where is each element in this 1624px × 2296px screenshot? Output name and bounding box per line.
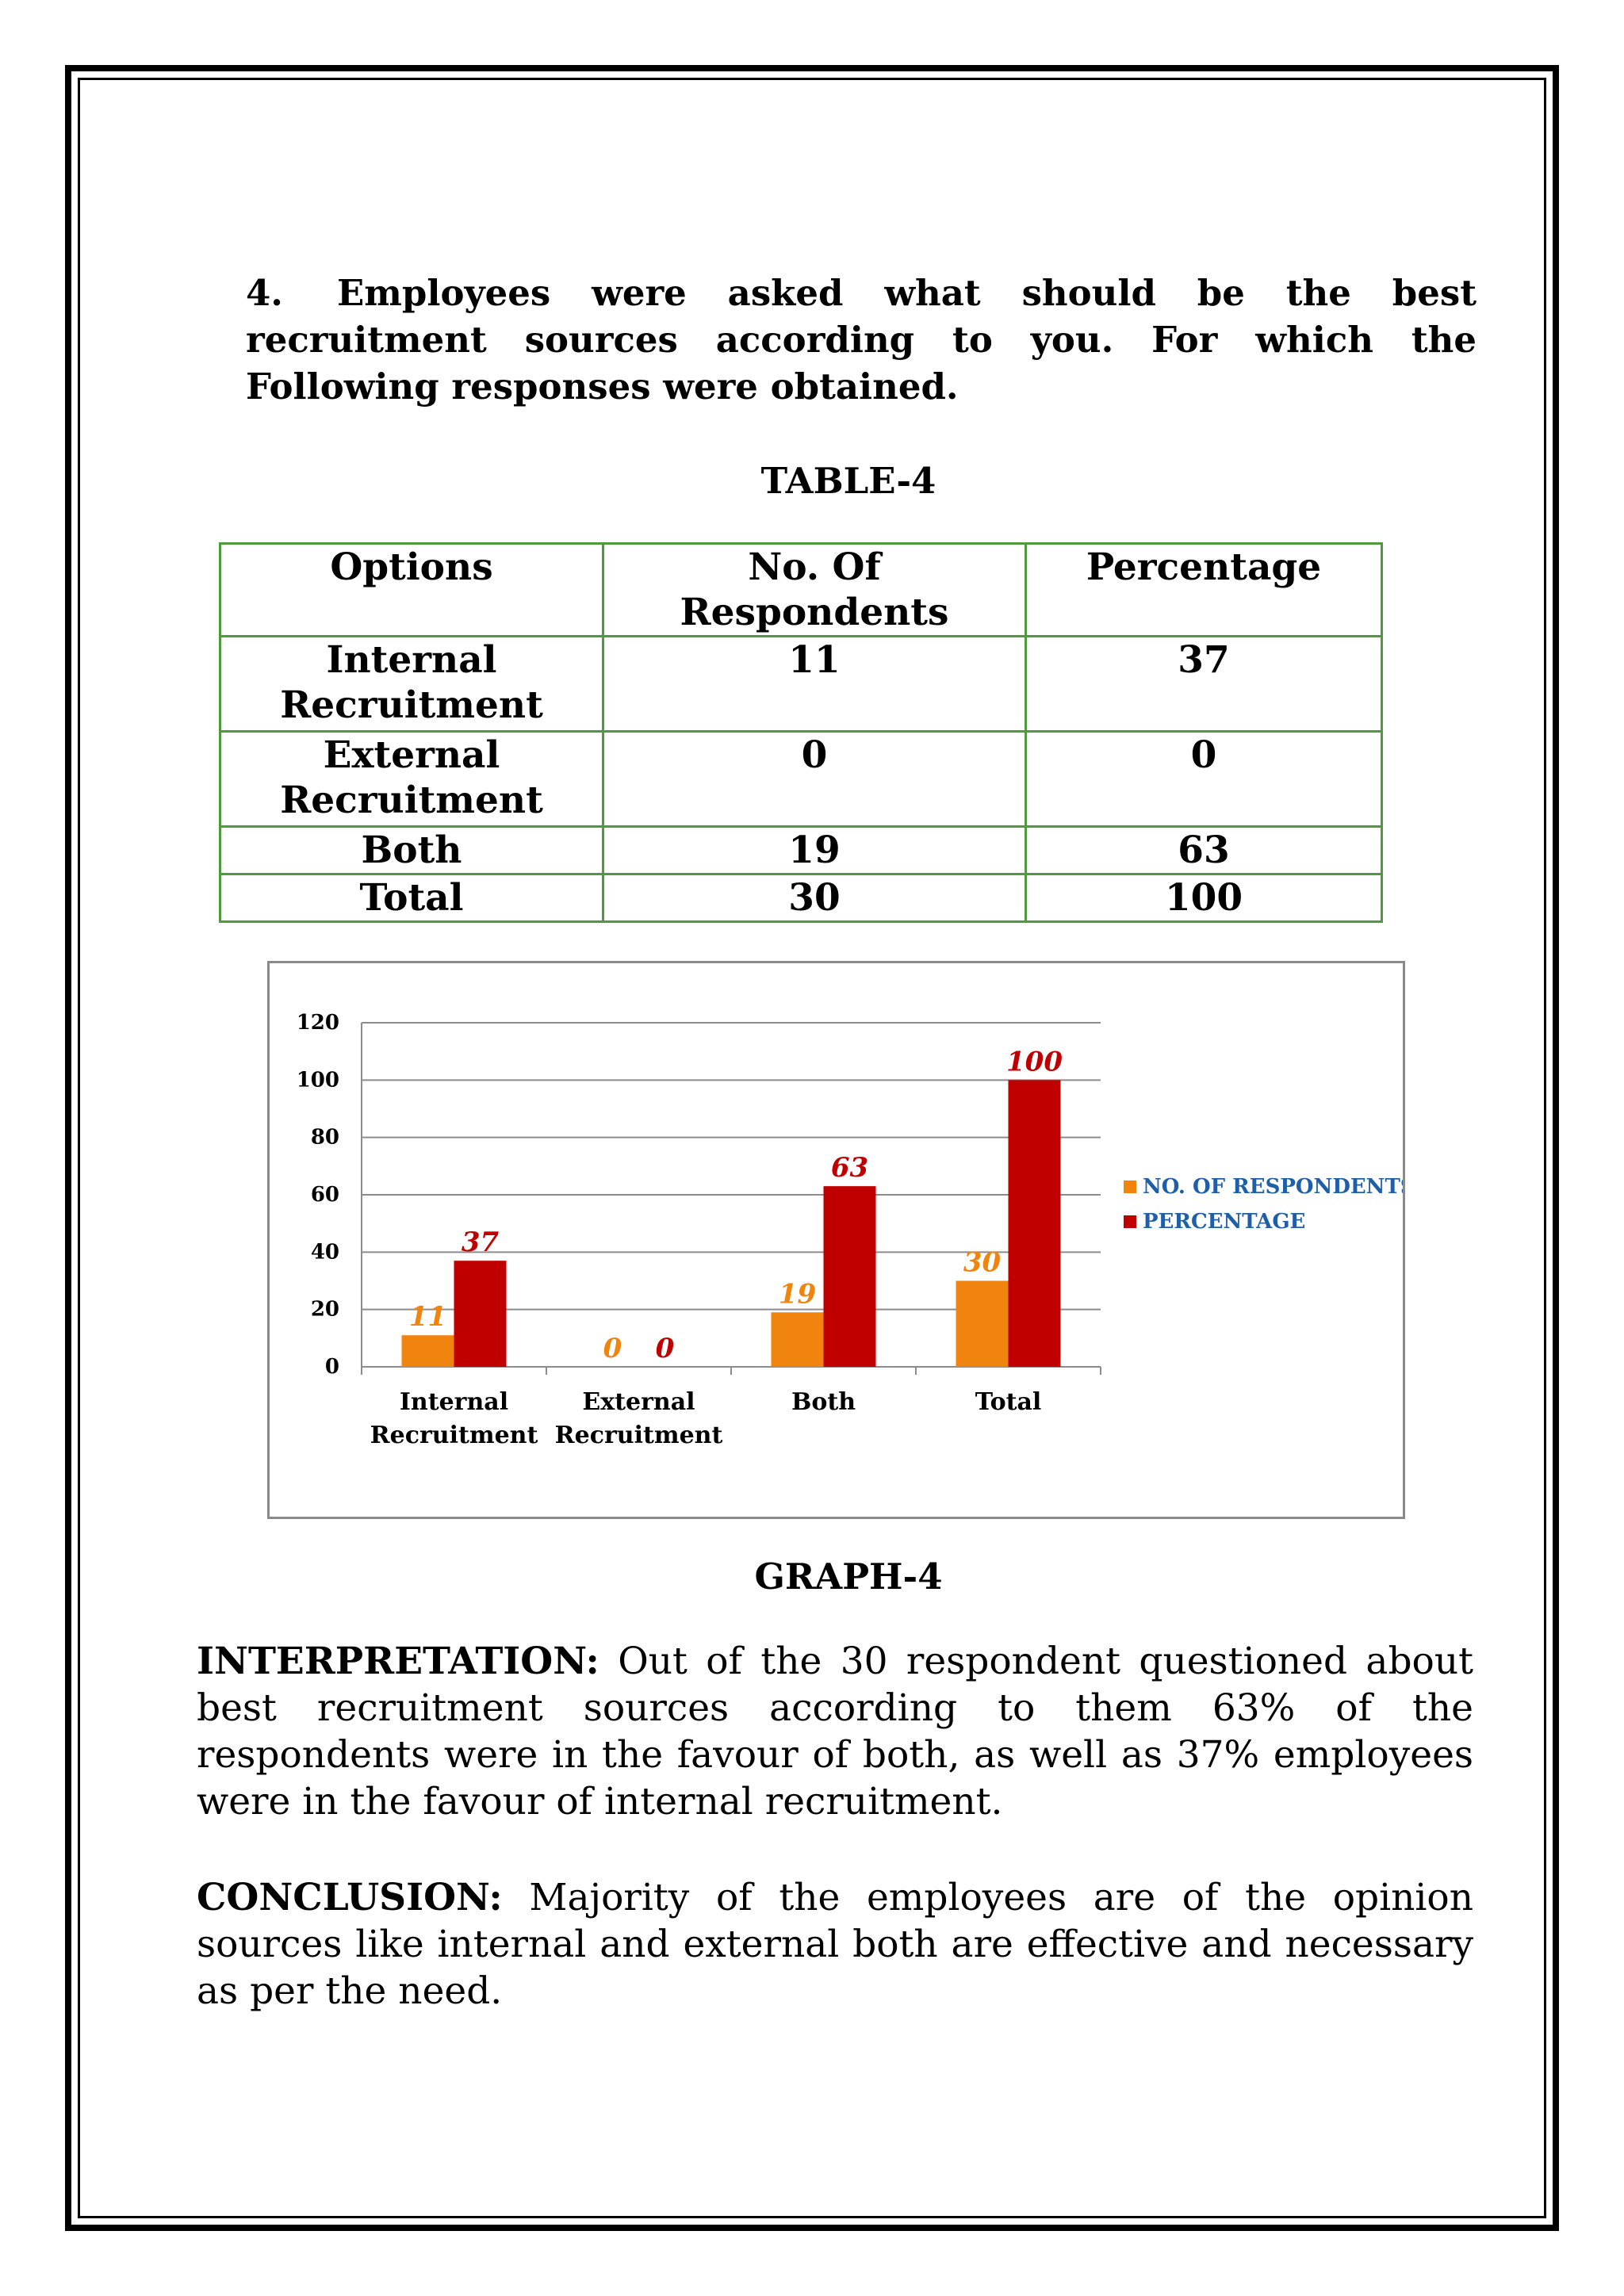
cell-respondents: 11 (603, 637, 1026, 732)
question-text (246, 270, 1477, 410)
chart-container (267, 961, 1405, 1519)
y-tick-label: 20 (310, 1297, 339, 1322)
cell-respondents: 19 (603, 827, 1026, 874)
interpretation-text: Out of the 30 respondent questioned about best recruitment sources according to them 63% of the respondents were in the favour of both, as well as 37% employees were in the favour of internal recruitment. (197, 1640, 1473, 1823)
data-label: 37 (461, 1226, 500, 1259)
table-header-row (220, 544, 1382, 637)
cell-respondents: 0 (603, 732, 1026, 827)
table-caption: TABLE-4 (760, 460, 936, 502)
table-row (220, 732, 1382, 827)
bar-no-of-respondents (956, 1281, 1009, 1368)
legend-label: NO. OF RESPONDENTS (1143, 1175, 1403, 1199)
cell-option: Internal Recruitment (220, 637, 603, 732)
table-row (220, 637, 1382, 732)
interpretation-label: INTERPRETATION: (197, 1640, 599, 1683)
table-row (220, 874, 1382, 922)
x-tick-label: Internal (399, 1388, 509, 1416)
x-tick-label: Recruitment (370, 1422, 538, 1449)
bar-no-of-respondents (772, 1312, 824, 1367)
cell-percentage: 63 (1026, 827, 1382, 874)
y-tick-label: 60 (310, 1183, 339, 1207)
conclusion-paragraph (197, 1874, 1473, 2015)
header-options: Options (220, 544, 603, 637)
bar-chart (270, 963, 1403, 1517)
graph-caption: GRAPH-4 (754, 1556, 943, 1598)
bar-percentage (454, 1261, 507, 1367)
interpretation-paragraph (197, 1638, 1473, 1825)
cell-percentage: 37 (1026, 637, 1382, 732)
responses-table (219, 542, 1383, 923)
conclusion-text: Majority of the employees are of the opinion sources like internal and external both are effective and necessary as per the need. (197, 1876, 1473, 2013)
data-label: 30 (963, 1246, 1002, 1279)
legend-swatch (1124, 1215, 1136, 1228)
conclusion-label: CONCLUSION: (197, 1876, 503, 1919)
data-label: 0 (655, 1333, 675, 1364)
responses-table-wrap (219, 542, 1383, 923)
bar-percentage (1009, 1080, 1061, 1367)
y-tick-label: 80 (310, 1125, 339, 1150)
header-percentage: Percentage (1026, 544, 1382, 637)
data-label: 11 (408, 1301, 447, 1334)
x-tick-label: Recruitment (554, 1422, 723, 1449)
x-tick-label: External (582, 1388, 695, 1416)
data-label: 0 (603, 1333, 622, 1364)
cell-respondents: 30 (603, 874, 1026, 922)
header-respondents: No. Of Respondents (603, 544, 1026, 637)
y-tick-label: 40 (310, 1240, 339, 1265)
cell-percentage: 100 (1026, 874, 1382, 922)
table-row (220, 827, 1382, 874)
data-label: 19 (778, 1278, 817, 1311)
cell-option: External Recruitment (220, 732, 603, 827)
bar-no-of-respondents (402, 1335, 454, 1367)
cell-percentage: 0 (1026, 732, 1382, 827)
cell-option: Total (220, 874, 603, 922)
data-label: 100 (1006, 1046, 1063, 1078)
y-tick-label: 100 (296, 1068, 339, 1093)
legend-swatch (1124, 1181, 1136, 1193)
bar-percentage (824, 1186, 876, 1367)
question-number: 4. (246, 272, 283, 314)
question-body: Employees were asked what should be the best recruitment sources according to you. For which the Following responses were obtained. (246, 272, 1477, 408)
x-tick-label: Total (975, 1388, 1042, 1416)
y-tick-label: 120 (296, 1011, 339, 1035)
x-tick-label: Both (791, 1388, 856, 1416)
legend-label: PERCENTAGE (1143, 1210, 1306, 1234)
cell-option: Both (220, 827, 603, 874)
data-label: 63 (830, 1152, 869, 1184)
y-tick-label: 0 (324, 1355, 339, 1379)
